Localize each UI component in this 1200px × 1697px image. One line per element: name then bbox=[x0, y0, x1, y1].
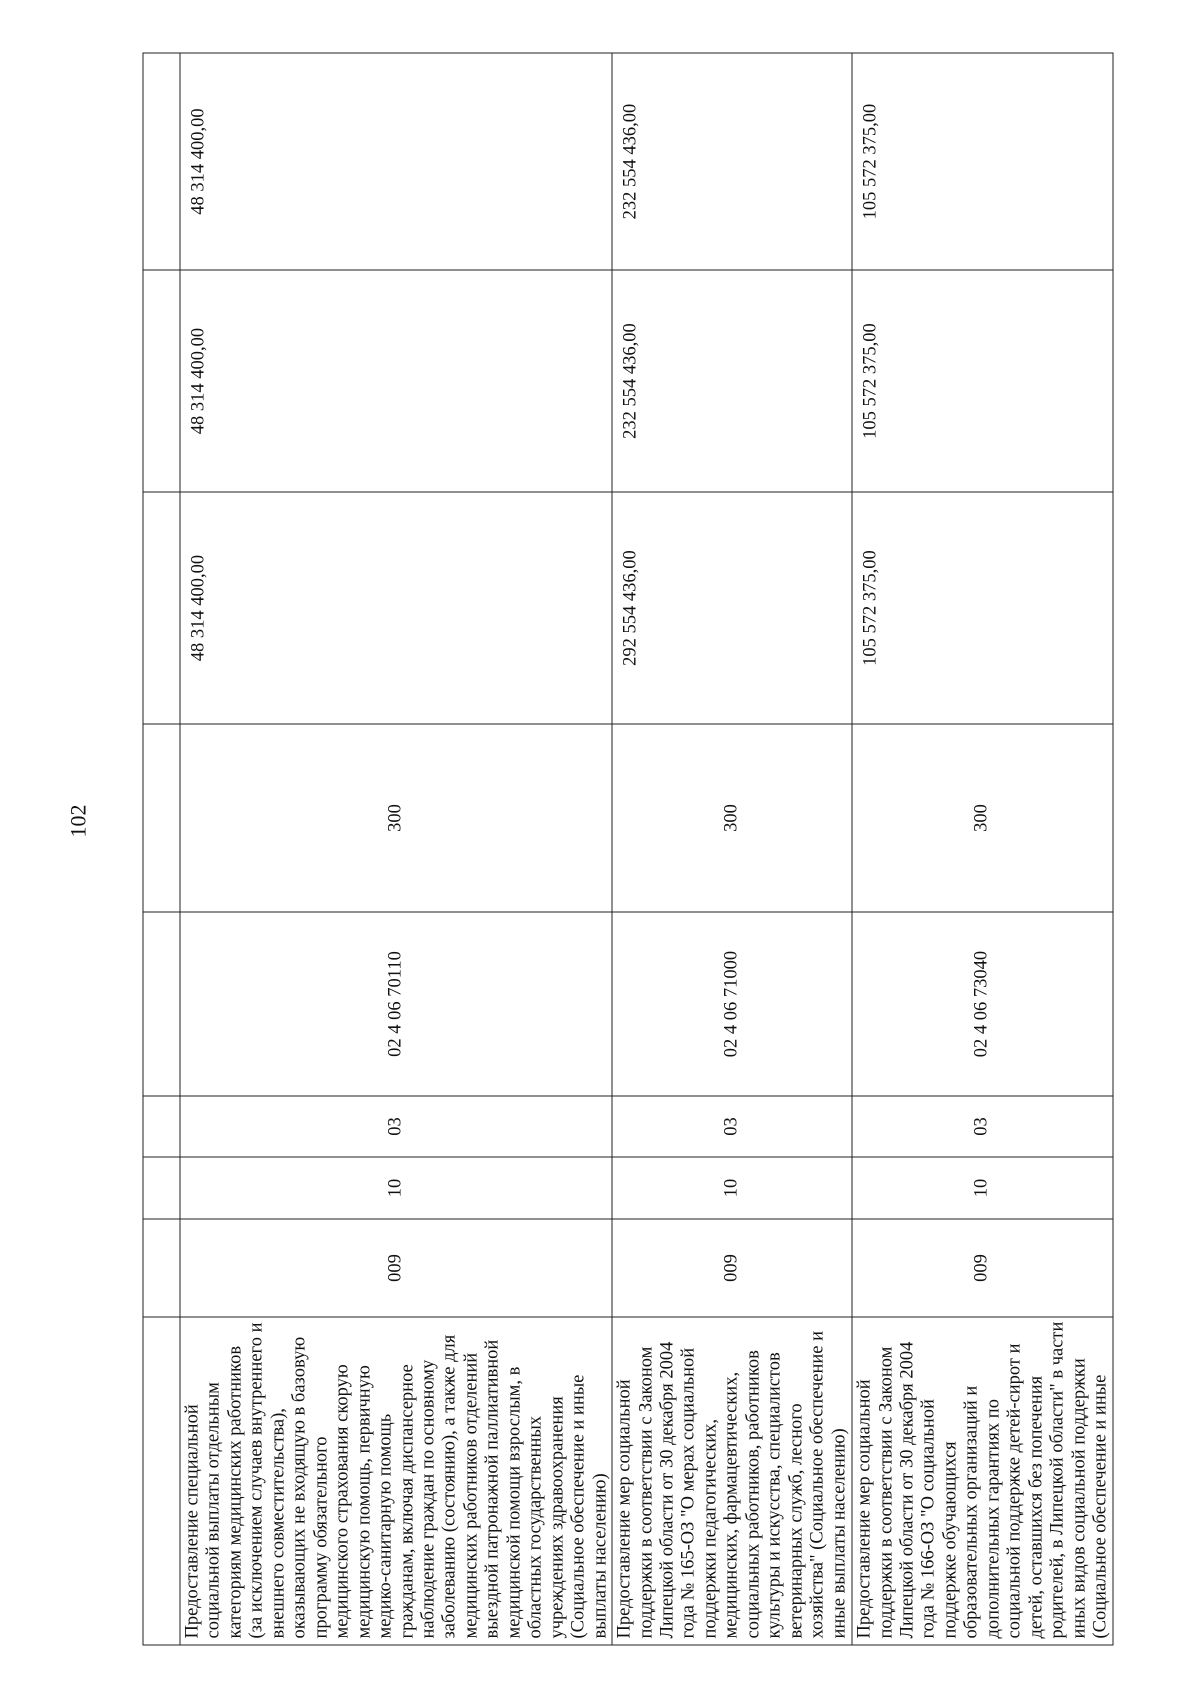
section-code: 10 bbox=[852, 1157, 1112, 1219]
table-cell bbox=[143, 912, 180, 1096]
section-code: 10 bbox=[180, 1157, 612, 1219]
ministry-code: 009 bbox=[852, 1219, 1112, 1317]
expense-type-code: 300 bbox=[180, 724, 612, 912]
row-description-text: Предоставление мер социальной поддержки в соответствии с Законом Липецкой области от 30 декабря 2004 года № 165-ОЗ "О мерах социальной поддержки педагогических, медицинских, фармацевтических, социальных работников, работников культуры и искусства, специалистов ветеринарных служб, лесного хозяйства" (Социальное обеспечение и иные выплаты населению) bbox=[614, 1331, 850, 1639]
table-row bbox=[612, 53, 852, 1645]
row-description bbox=[180, 1317, 612, 1645]
table-cell bbox=[143, 492, 180, 724]
subsection-code: 03 bbox=[852, 1096, 1112, 1157]
table-row bbox=[180, 53, 612, 1645]
amount-year-3: 48 314 400,00 bbox=[180, 53, 612, 270]
amount-year-2: 48 314 400,00 bbox=[180, 270, 612, 492]
row-description-text: Предоставление специальной социальной выплаты отдельным категориям медицинских работников (за исключением случаев внутреннего и внешнего совместительства), оказывающих не входящую в базовую программу обязательного медицинского страхования скорую медицинскую помощь, первичную медико-санитарную помощь гражданам, включая диспансерное наблюдение граждан по основному заболеванию (состоянию), а также для медицинских работников отделений выездной патронажной паллиативной медицинской помощи взрослым, в областных государственных учреждениях здравоохранения (Социальное обеспечение и иные выплаты населению) bbox=[182, 1322, 611, 1639]
budget-table-container bbox=[143, 54, 1111, 1646]
ministry-code: 009 bbox=[612, 1219, 852, 1317]
table-cell bbox=[143, 1219, 180, 1317]
table-cell bbox=[143, 1317, 180, 1645]
amount-year-2: 232 554 436,00 bbox=[612, 270, 852, 492]
target-article-code: 02 4 06 71000 bbox=[612, 912, 852, 1096]
target-article-code: 02 4 06 70110 bbox=[180, 912, 612, 1096]
amount-year-2: 105 572 375,00 bbox=[852, 270, 1112, 492]
table-cell bbox=[143, 1096, 180, 1157]
table-cell bbox=[143, 53, 180, 270]
page-number: 102 bbox=[65, 804, 91, 838]
expense-type-code: 300 bbox=[852, 724, 1112, 912]
expense-type-code: 300 bbox=[612, 724, 852, 912]
row-description bbox=[852, 1317, 1112, 1645]
table-continuation-row bbox=[143, 53, 180, 1645]
table-row bbox=[852, 53, 1112, 1645]
table-cell bbox=[143, 270, 180, 492]
row-description bbox=[612, 1317, 852, 1645]
table-cell bbox=[143, 1157, 180, 1219]
amount-year-1: 105 572 375,00 bbox=[852, 492, 1112, 724]
budget-table bbox=[143, 53, 1114, 1646]
table-cell bbox=[143, 724, 180, 912]
amount-year-3: 232 554 436,00 bbox=[612, 53, 852, 270]
amount-year-1: 292 554 436,00 bbox=[612, 492, 852, 724]
amount-year-3: 105 572 375,00 bbox=[852, 53, 1112, 270]
ministry-code: 009 bbox=[180, 1219, 612, 1317]
subsection-code: 03 bbox=[180, 1096, 612, 1157]
target-article-code: 02 4 06 73040 bbox=[852, 912, 1112, 1096]
row-description-text: Предоставление мер социальной поддержки в соответствии с Законом Липецкой области от 30 декабря 2004 года № 166-ОЗ "О социальной поддержке обучающихся образовательных организаций и дополнительных гарантиях по социальной поддержке детей-сирот и детей, оставшихся без попечения родителей, в Липецкой области" в части иных видов социальной поддержки (Социальное обеспечение и иные bbox=[854, 1321, 1111, 1639]
amount-year-1: 48 314 400,00 bbox=[180, 492, 612, 724]
section-code: 10 bbox=[612, 1157, 852, 1219]
subsection-code: 03 bbox=[612, 1096, 852, 1157]
